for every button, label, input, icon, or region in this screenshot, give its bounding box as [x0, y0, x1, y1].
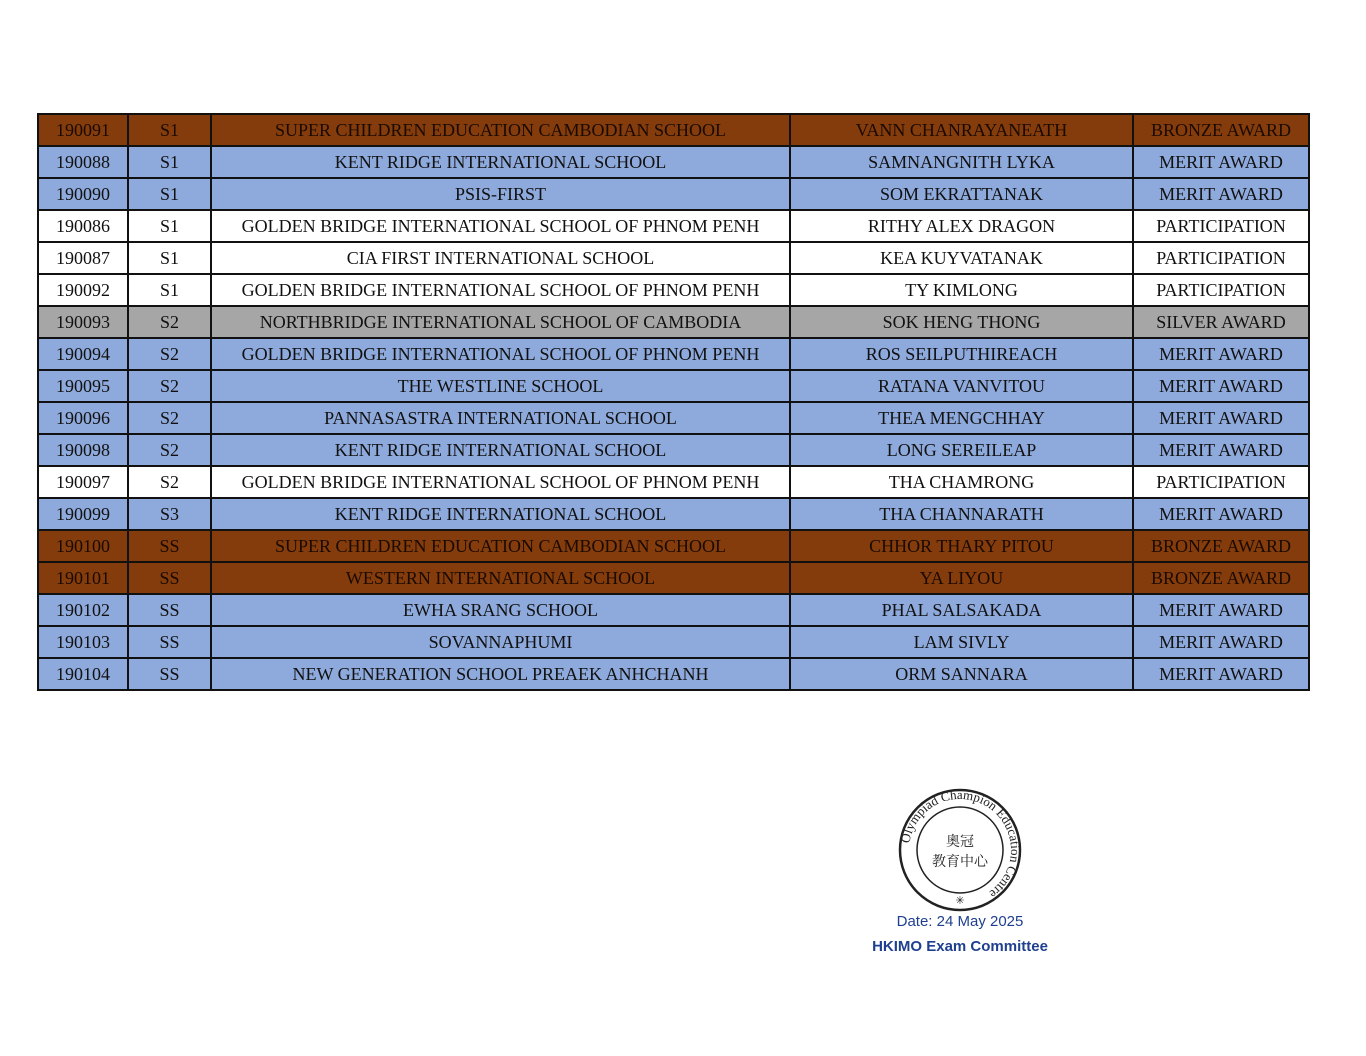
award-cell: PARTICIPATION [1133, 274, 1309, 306]
award-cell: PARTICIPATION [1133, 210, 1309, 242]
date-label: Date: 24 May 2025 [896, 913, 1024, 930]
student-name-cell: CHHOR THARY PITOU [790, 530, 1133, 562]
level-cell: SS [128, 626, 211, 658]
award-cell: MERIT AWARD [1133, 594, 1309, 626]
student-id-cell: 190091 [38, 114, 128, 146]
student-name-cell: SAMNANGNITH LYKA [790, 146, 1133, 178]
svg-text:教育中心: 教育中心 [932, 854, 988, 870]
student-id-cell: 190088 [38, 146, 128, 178]
level-cell: SS [128, 562, 211, 594]
level-cell: SS [128, 594, 211, 626]
student-name-cell: ROS SEILPUTHIREACH [790, 338, 1133, 370]
student-name-cell: YA LIYOU [790, 562, 1133, 594]
svg-text:奧冠: 奧冠 [946, 834, 974, 850]
school-name-cell: NORTHBRIDGE INTERNATIONAL SCHOOL OF CAMBODIA [211, 306, 790, 338]
award-cell: MERIT AWARD [1133, 338, 1309, 370]
student-id-cell: 190094 [38, 338, 128, 370]
student-name-cell: THEA MENGCHHAY [790, 402, 1133, 434]
svg-text:Olympiad Champion Education Ce: Olympiad Champion Education Centre [897, 788, 1024, 903]
table-row [38, 466, 1309, 498]
table-row [38, 178, 1309, 210]
level-cell: S1 [128, 210, 211, 242]
table-row [38, 562, 1309, 594]
table-row [38, 370, 1309, 402]
school-name-cell: CIA FIRST INTERNATIONAL SCHOOL [211, 242, 790, 274]
school-name-cell: KENT RIDGE INTERNATIONAL SCHOOL [211, 434, 790, 466]
school-name-cell: SOVANNAPHUMI [211, 626, 790, 658]
table-row [38, 658, 1309, 690]
student-id-cell: 190092 [38, 274, 128, 306]
school-name-cell: GOLDEN BRIDGE INTERNATIONAL SCHOOL OF PHNOM PENH [211, 338, 790, 370]
student-name-cell: PHAL SALSAKADA [790, 594, 1133, 626]
student-id-cell: 190086 [38, 210, 128, 242]
award-cell: MERIT AWARD [1133, 434, 1309, 466]
table-row [38, 594, 1309, 626]
award-cell: MERIT AWARD [1133, 146, 1309, 178]
school-name-cell: GOLDEN BRIDGE INTERNATIONAL SCHOOL OF PHNOM PENH [211, 210, 790, 242]
level-cell: S2 [128, 434, 211, 466]
student-name-cell: RATANA VANVITOU [790, 370, 1133, 402]
student-name-cell: RITHY ALEX DRAGON [790, 210, 1133, 242]
level-cell: SS [128, 530, 211, 562]
student-id-cell: 190093 [38, 306, 128, 338]
table-row [38, 402, 1309, 434]
award-cell: PARTICIPATION [1133, 466, 1309, 498]
award-cell: SILVER AWARD [1133, 306, 1309, 338]
school-name-cell: GOLDEN BRIDGE INTERNATIONAL SCHOOL OF PHNOM PENH [211, 274, 790, 306]
student-name-cell: LONG SEREILEAP [790, 434, 1133, 466]
student-id-cell: 190096 [38, 402, 128, 434]
table-row [38, 498, 1309, 530]
student-id-cell: 190100 [38, 530, 128, 562]
student-name-cell: ORM SANNARA [790, 658, 1133, 690]
student-id-cell: 190098 [38, 434, 128, 466]
level-cell: S2 [128, 402, 211, 434]
table-row [38, 274, 1309, 306]
award-cell: BRONZE AWARD [1133, 114, 1309, 146]
student-id-cell: 190103 [38, 626, 128, 658]
table-row [38, 114, 1309, 146]
student-name-cell: THA CHAMRONG [790, 466, 1133, 498]
results-table [37, 113, 1310, 691]
school-name-cell: WESTERN INTERNATIONAL SCHOOL [211, 562, 790, 594]
student-name-cell: LAM SIVLY [790, 626, 1133, 658]
school-name-cell: PSIS-FIRST [211, 178, 790, 210]
level-cell: S2 [128, 466, 211, 498]
level-cell: S1 [128, 146, 211, 178]
student-id-cell: 190099 [38, 498, 128, 530]
student-id-cell: 190101 [38, 562, 128, 594]
school-name-cell: SUPER CHILDREN EDUCATION CAMBODIAN SCHOOL [211, 114, 790, 146]
level-cell: S2 [128, 370, 211, 402]
official-seal-stamp [880, 788, 1040, 912]
level-cell: SS [128, 658, 211, 690]
student-id-cell: 190095 [38, 370, 128, 402]
student-id-cell: 190087 [38, 242, 128, 274]
school-name-cell: KENT RIDGE INTERNATIONAL SCHOOL [211, 498, 790, 530]
student-name-cell: TY KIMLONG [790, 274, 1133, 306]
table-row [38, 146, 1309, 178]
table-row [38, 626, 1309, 658]
school-name-cell: KENT RIDGE INTERNATIONAL SCHOOL [211, 146, 790, 178]
table-row [38, 242, 1309, 274]
student-name-cell: THA CHANNARATH [790, 498, 1133, 530]
level-cell: S1 [128, 178, 211, 210]
award-cell: MERIT AWARD [1133, 370, 1309, 402]
student-id-cell: 190097 [38, 466, 128, 498]
school-name-cell: GOLDEN BRIDGE INTERNATIONAL SCHOOL OF PHNOM PENH [211, 466, 790, 498]
table-row [38, 306, 1309, 338]
school-name-cell: SUPER CHILDREN EDUCATION CAMBODIAN SCHOOL [211, 530, 790, 562]
award-cell: MERIT AWARD [1133, 178, 1309, 210]
level-cell: S2 [128, 306, 211, 338]
level-cell: S3 [128, 498, 211, 530]
table-row [38, 530, 1309, 562]
school-name-cell: PANNASASTRA INTERNATIONAL SCHOOL [211, 402, 790, 434]
award-cell: BRONZE AWARD [1133, 562, 1309, 594]
table-row [38, 338, 1309, 370]
student-id-cell: 190104 [38, 658, 128, 690]
student-name-cell: SOM EKRATTANAK [790, 178, 1133, 210]
school-name-cell: EWHA SRANG SCHOOL [211, 594, 790, 626]
committee-label: HKIMO Exam Committee [872, 938, 1048, 955]
results-table-body [38, 114, 1309, 690]
student-name-cell: VANN CHANRAYANEATH [790, 114, 1133, 146]
table-row [38, 434, 1309, 466]
student-id-cell: 190090 [38, 178, 128, 210]
svg-text:✳: ✳ [955, 895, 965, 907]
school-name-cell: NEW GENERATION SCHOOL PREAEK ANHCHANH [211, 658, 790, 690]
award-cell: MERIT AWARD [1133, 498, 1309, 530]
award-cell: PARTICIPATION [1133, 242, 1309, 274]
award-cell: MERIT AWARD [1133, 626, 1309, 658]
level-cell: S1 [128, 114, 211, 146]
student-name-cell: KEA KUYVATANAK [790, 242, 1133, 274]
award-cell: MERIT AWARD [1133, 658, 1309, 690]
level-cell: S1 [128, 274, 211, 306]
award-cell: BRONZE AWARD [1133, 530, 1309, 562]
level-cell: S1 [128, 242, 211, 274]
student-name-cell: SOK HENG THONG [790, 306, 1133, 338]
award-cell: MERIT AWARD [1133, 402, 1309, 434]
student-id-cell: 190102 [38, 594, 128, 626]
level-cell: S2 [128, 338, 211, 370]
table-row [38, 210, 1309, 242]
school-name-cell: THE WESTLINE SCHOOL [211, 370, 790, 402]
